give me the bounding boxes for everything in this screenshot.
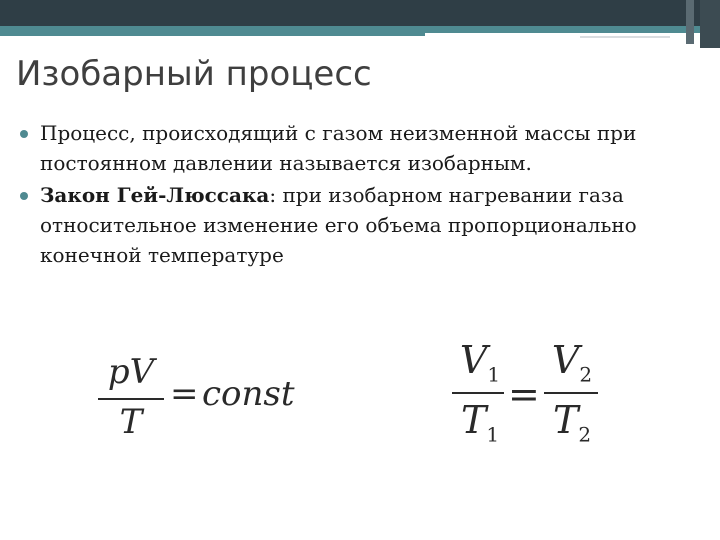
bullet-dot-icon [20,192,28,200]
formula2-right-fraction-bar [544,392,598,394]
formula-pv-over-t [98,352,318,452]
formula2-right-denominator [542,398,602,447]
top-banner [0,0,720,28]
formula1-numerator: pV [107,352,155,392]
formula-gay-lussac [450,338,650,458]
formula2-left-numerator-var: V [459,338,488,382]
formula2-left-denominator [450,398,510,447]
formula2-right-numerator [542,338,602,387]
formula2-equals: = [508,372,540,416]
top-notch [425,33,720,43]
formula2-left-fraction-bar [452,392,504,394]
bullet-dot-icon [20,130,28,138]
formula2-right-numerator-var: V [551,338,580,382]
formula1-equals: = [170,374,199,414]
formula2-left-denominator-var: T [460,398,487,442]
bullet-item [18,180,708,270]
formula2-left-numerator [450,338,510,387]
formula2-right-denominator-sub: 2 [578,422,592,447]
formula1-rhs: const [202,374,295,414]
bullet-text: : при изобарном нагревании газа относительное изменение его объема пропорционально конечной температуре [40,183,637,267]
slide-title: Изобарный процесс [16,54,372,94]
top-notch-line [580,36,670,38]
formula2-right-denominator-var: T [552,398,579,442]
bullet-list [18,118,708,272]
formula1-denominator: T [119,402,143,442]
right-edge-decoration [700,0,720,48]
top-band-dark [0,0,720,26]
formula1-fraction-bar [98,398,164,400]
formula2-left-numerator-sub: 1 [487,362,501,387]
formula2-left-denominator-sub: 1 [486,422,500,447]
formula2-right-numerator-sub: 2 [579,362,593,387]
bullet-item [18,118,708,178]
right-edge-stripe [686,0,694,44]
law-name: Закон Гей-Люссака [40,183,270,207]
bullet-text: Процесс, происходящий с газом неизменной массы при постоянном давлении называется изобарным. [40,121,637,175]
